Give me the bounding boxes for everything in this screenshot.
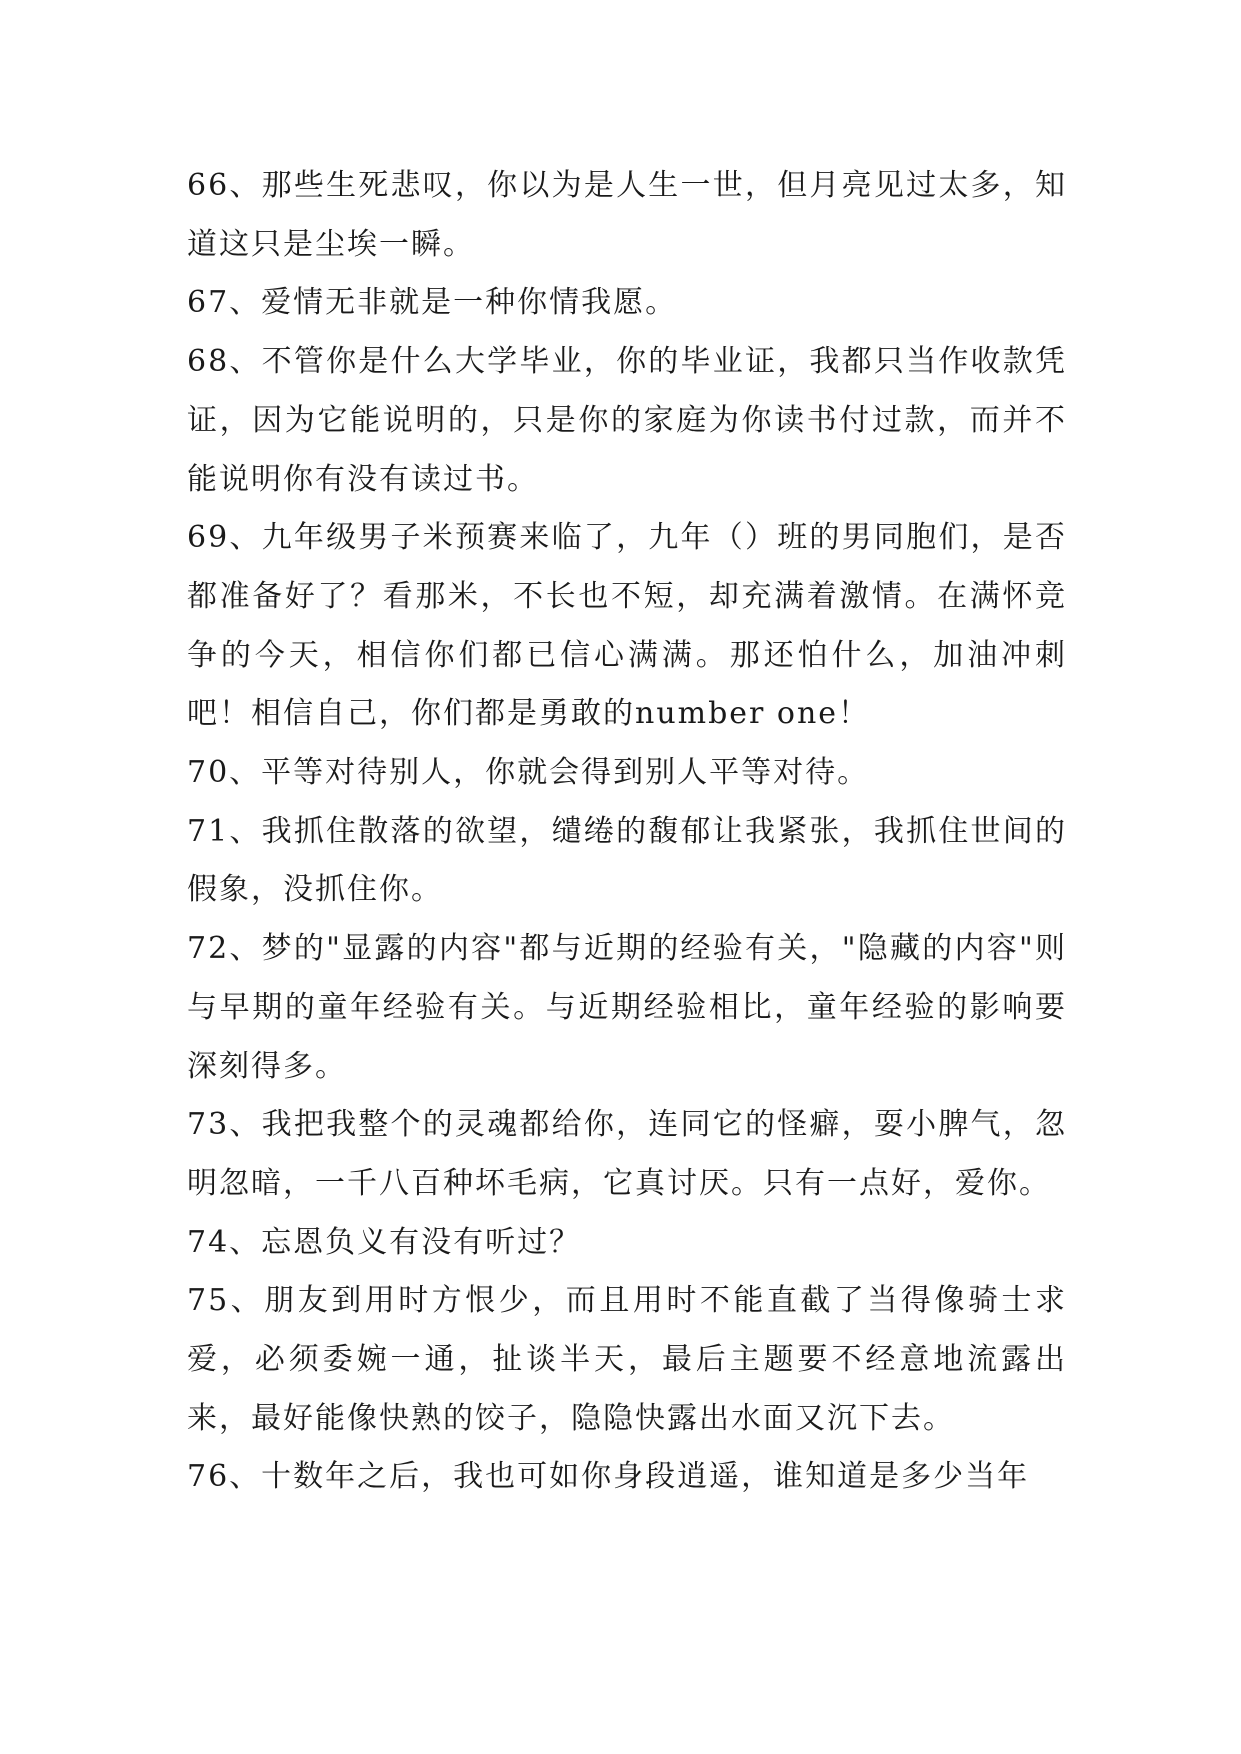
document-body: [187, 157, 1067, 1507]
entry-70: 70、平等对待别人，你就会得到别人平等对待。: [187, 755, 870, 791]
entry-66: 66、那些生死悲叹，你以为是人生一世，但月亮见过太多，知道这只是尘埃一瞬。: [187, 168, 1067, 262]
entry-72: 72、梦的"显露的内容"都与近期的经验有关，"隐藏的内容"则与早期的童年经验有关。与近期经验相比，童年经验的影响要深刻得多。: [187, 931, 1067, 1084]
entry-67: 67、爱情无非就是一种你情我愿。: [187, 285, 678, 321]
entry-74: 74、忘恩负义有没有听过？: [187, 1224, 582, 1260]
entry-68: 68、不管你是什么大学毕业，你的毕业证，我都只当作收款凭证，因为它能说明的，只是你的家庭为你读书付过款，而并不能说明你有没有读过书。: [187, 344, 1067, 497]
entry-76: 76、十数年之后，我也可如你身段逍遥，谁知道是多少当年: [187, 1459, 1030, 1495]
entry-75: 75、朋友到用时方恨少，而且用时不能直截了当得像骑士求爱，必须委婉一通，扯谈半天，最后主题要不经意地流露出来，最好能像快熟的饺子，隐隐快露出水面又沉下去。: [187, 1283, 1067, 1436]
entry-69: 69、九年级男子米预赛来临了，九年（）班的男同胞们，是否都准备好了？看那米，不长也不短，却充满着激情。在满怀竞争的今天，相信你们都已信心满满。那还怕什么，加油冲刺吧！相信自己，你们都是勇敢的number one！: [187, 520, 1067, 732]
entry-73: 73、我把我整个的灵魂都给你，连同它的怪癖，耍小脾气，忽明忽暗，一千八百种坏毛病，它真讨厌。只有一点好，爱你。: [187, 1107, 1067, 1201]
entry-71: 71、我抓住散落的欲望，缱绻的馥郁让我紧张，我抓住世间的假象，没抓住你。: [187, 813, 1067, 908]
